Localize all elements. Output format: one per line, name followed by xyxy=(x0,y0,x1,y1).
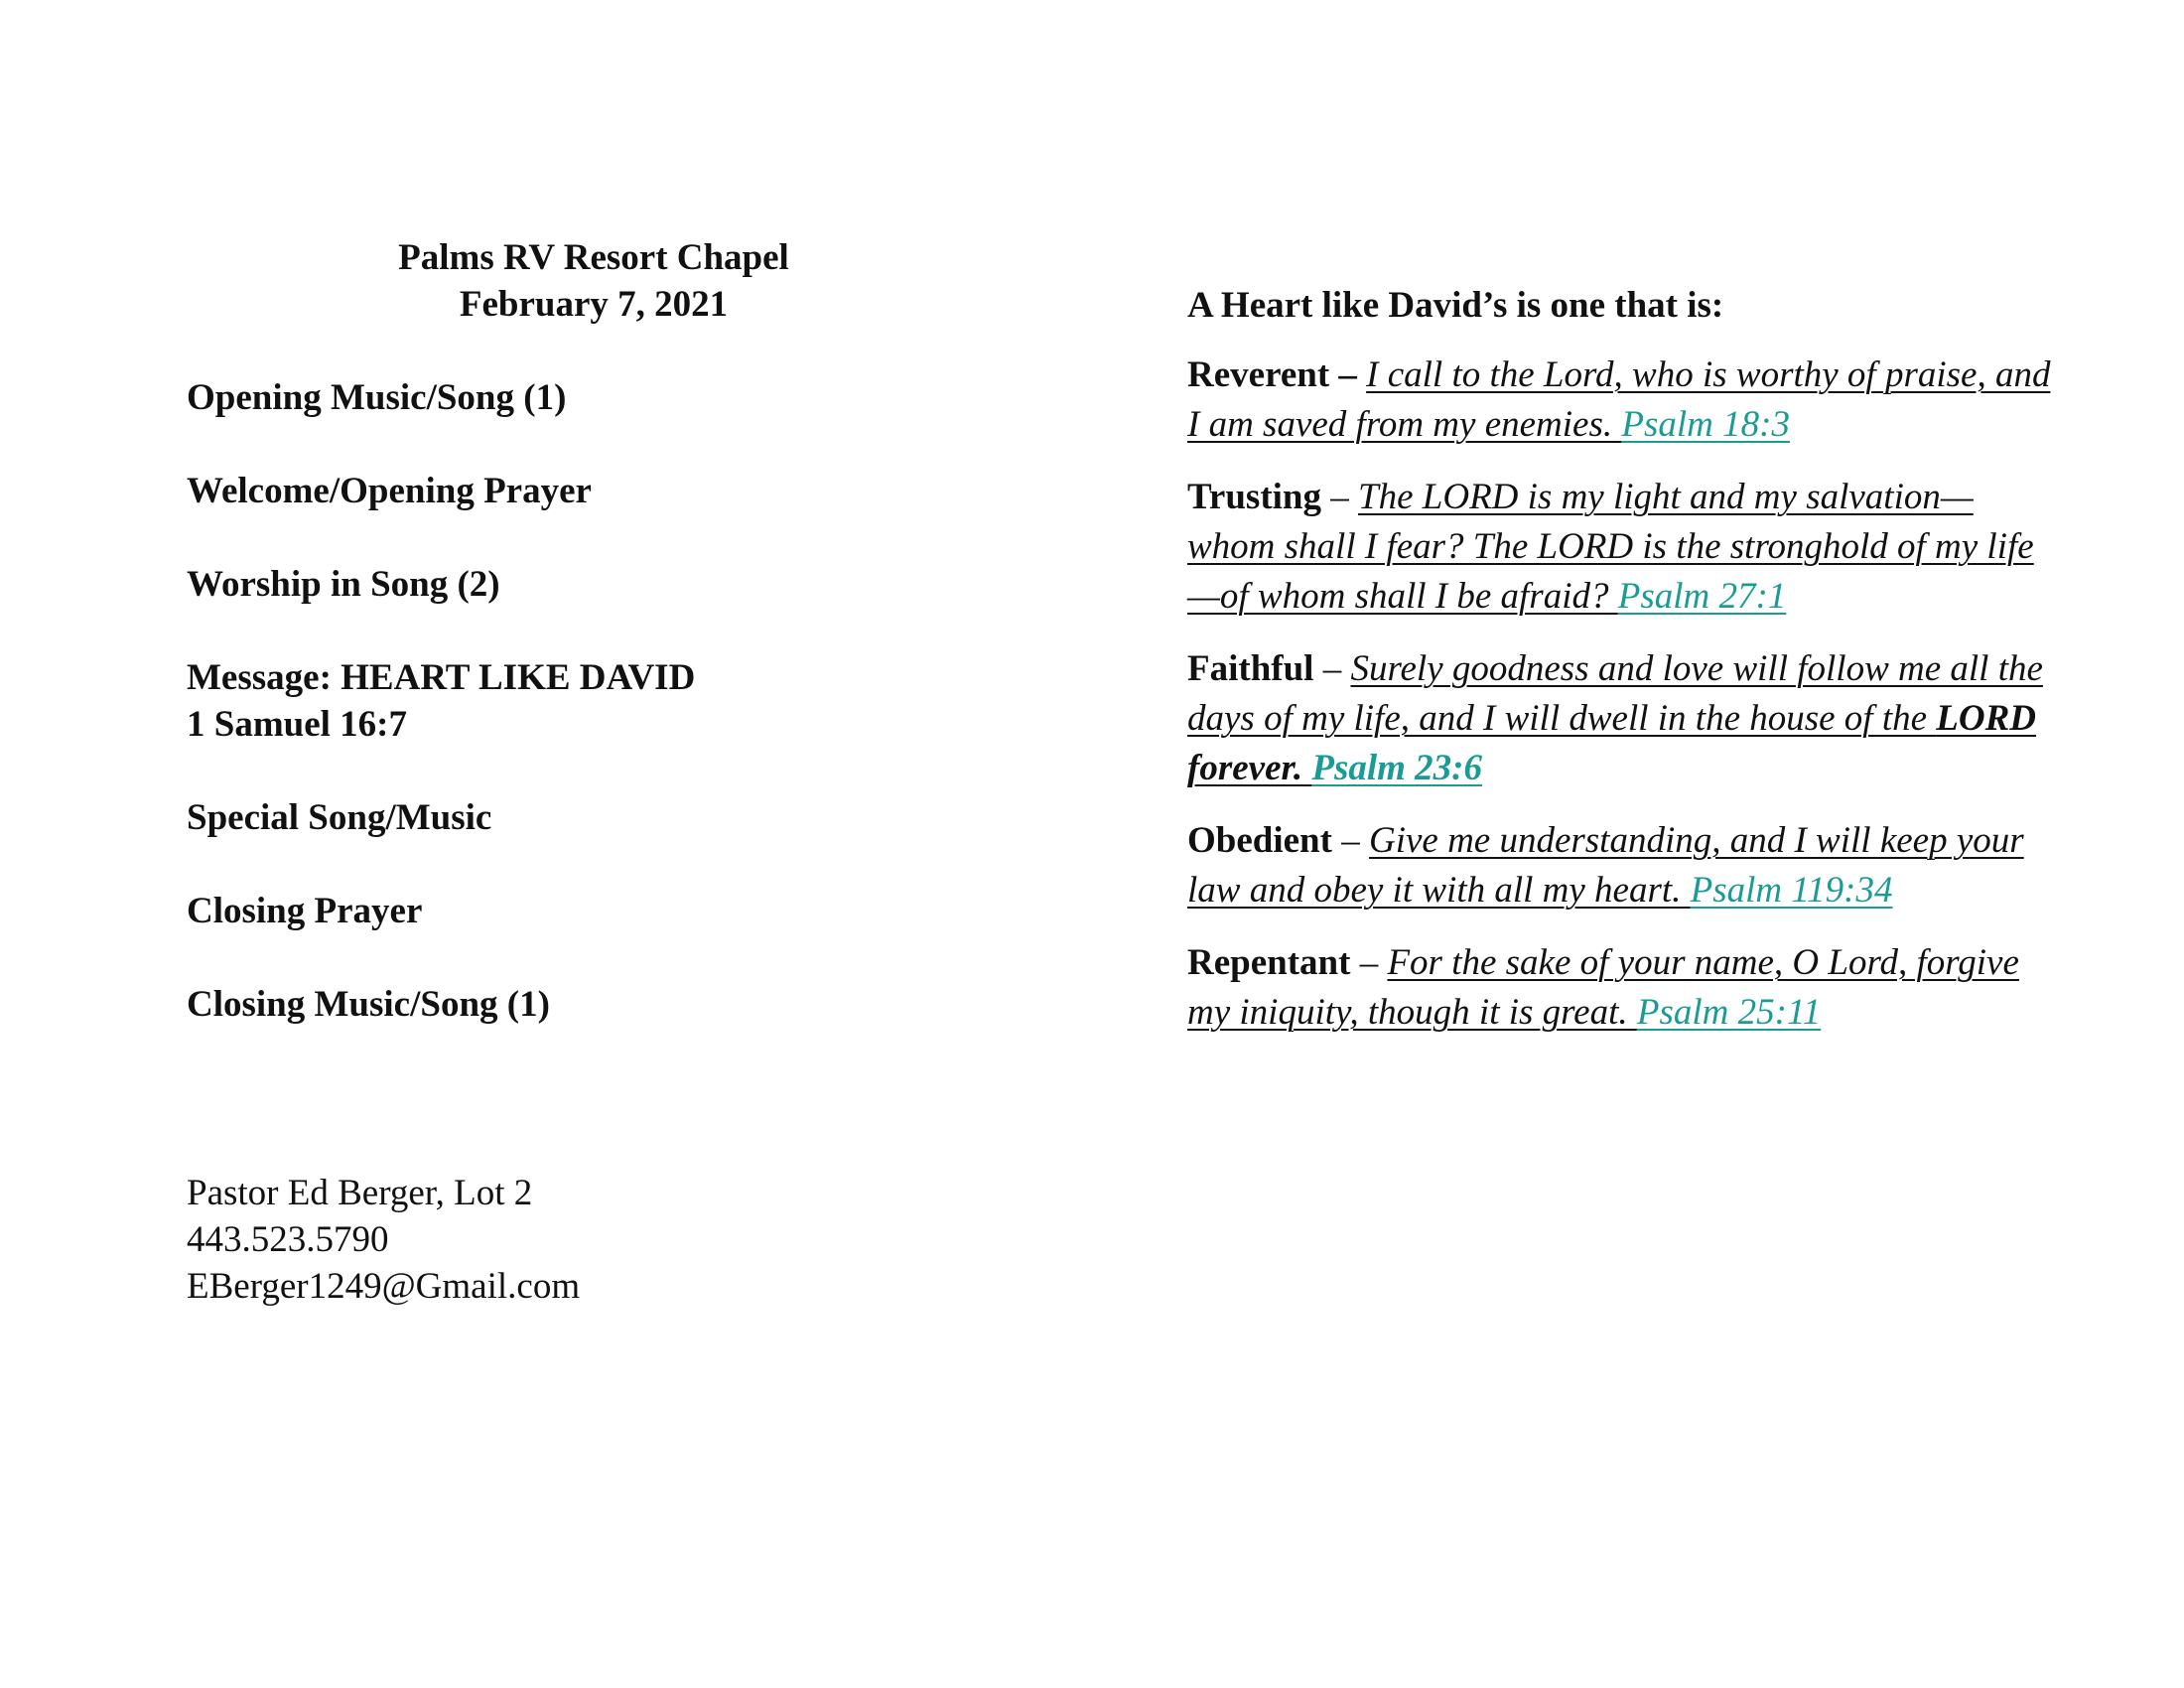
trait-reverent xyxy=(1187,351,2061,450)
pastor-contact xyxy=(187,1170,580,1310)
trait-verse: Surely goodness and love will follow me all the days of my life, and I will dwell in the house of the xyxy=(1187,648,2043,739)
trait-verse: For the sake of your name, O Lord, forgive my iniquity, though it is great. xyxy=(1187,942,2019,1033)
pastor-name: Pastor Ed Berger, Lot 2 xyxy=(187,1173,533,1213)
agenda-closing-prayer: Closing Prayer xyxy=(187,891,423,931)
scripture-reference-link[interactable]: Psalm 23:6 xyxy=(1311,748,1482,788)
agenda-special-music: Special Song/Music xyxy=(187,797,492,838)
heart-like-david-section xyxy=(1187,281,2061,1060)
agenda-worship-song: Worship in Song (2) xyxy=(187,564,500,605)
scripture-reference-link[interactable]: Psalm 27:1 xyxy=(1617,576,1787,617)
trait-faithful xyxy=(1187,644,2061,793)
trait-dash: – xyxy=(1350,942,1388,983)
trait-term: Reverent xyxy=(1187,354,1330,395)
trait-term: Repentant xyxy=(1187,942,1351,983)
agenda-message-title: Message: HEART LIKE DAVID xyxy=(187,657,696,698)
section-heading: A Heart like David’s is one that is: xyxy=(1187,285,1724,326)
trait-dash: – xyxy=(1331,820,1369,861)
trait-verse: Give me understanding, and I will keep your law and obey it with all my heart. xyxy=(1187,820,2024,911)
trait-term: Trusting xyxy=(1187,477,1322,517)
trait-verse: The LORD is my light and my salvation—whom shall I fear? The LORD is the stronghold of my life—of whom shall I be afraid? xyxy=(1187,477,2034,617)
trait-term: Obedient xyxy=(1187,820,1332,861)
bulletin-header xyxy=(187,234,1001,328)
trait-trusting xyxy=(1187,473,2061,622)
service-date: February 7, 2021 xyxy=(459,284,729,325)
order-of-service xyxy=(187,234,1001,1025)
chapel-title: Palms RV Resort Chapel xyxy=(398,237,789,278)
agenda-message-scripture: 1 Samuel 16:7 xyxy=(187,704,407,745)
trait-obedient xyxy=(1187,816,2061,915)
trait-verse: I call to the Lord, who is worthy of praise, and I am saved from my enemies. xyxy=(1187,354,2051,445)
trait-verse-emphasis: LORD forever. xyxy=(1187,698,2037,788)
trait-term: Faithful xyxy=(1187,648,1314,689)
trait-repentant xyxy=(1187,938,2061,1038)
trait-dash: – xyxy=(1321,477,1359,517)
scripture-reference-link[interactable]: Psalm 25:11 xyxy=(1636,992,1822,1033)
pastor-phone: 443.523.5790 xyxy=(187,1219,389,1260)
trait-dash: – xyxy=(1313,648,1351,689)
scripture-reference-link[interactable]: Psalm 119:34 xyxy=(1690,870,1893,911)
pastor-email: EBerger1249@Gmail.com xyxy=(187,1266,581,1307)
trait-dash: – xyxy=(1329,354,1367,395)
agenda-welcome-prayer: Welcome/Opening Prayer xyxy=(187,471,592,511)
agenda-closing-music: Closing Music/Song (1) xyxy=(187,984,550,1025)
scripture-reference-link[interactable]: Psalm 18:3 xyxy=(1621,404,1790,445)
agenda-opening-music: Opening Music/Song (1) xyxy=(187,377,567,418)
